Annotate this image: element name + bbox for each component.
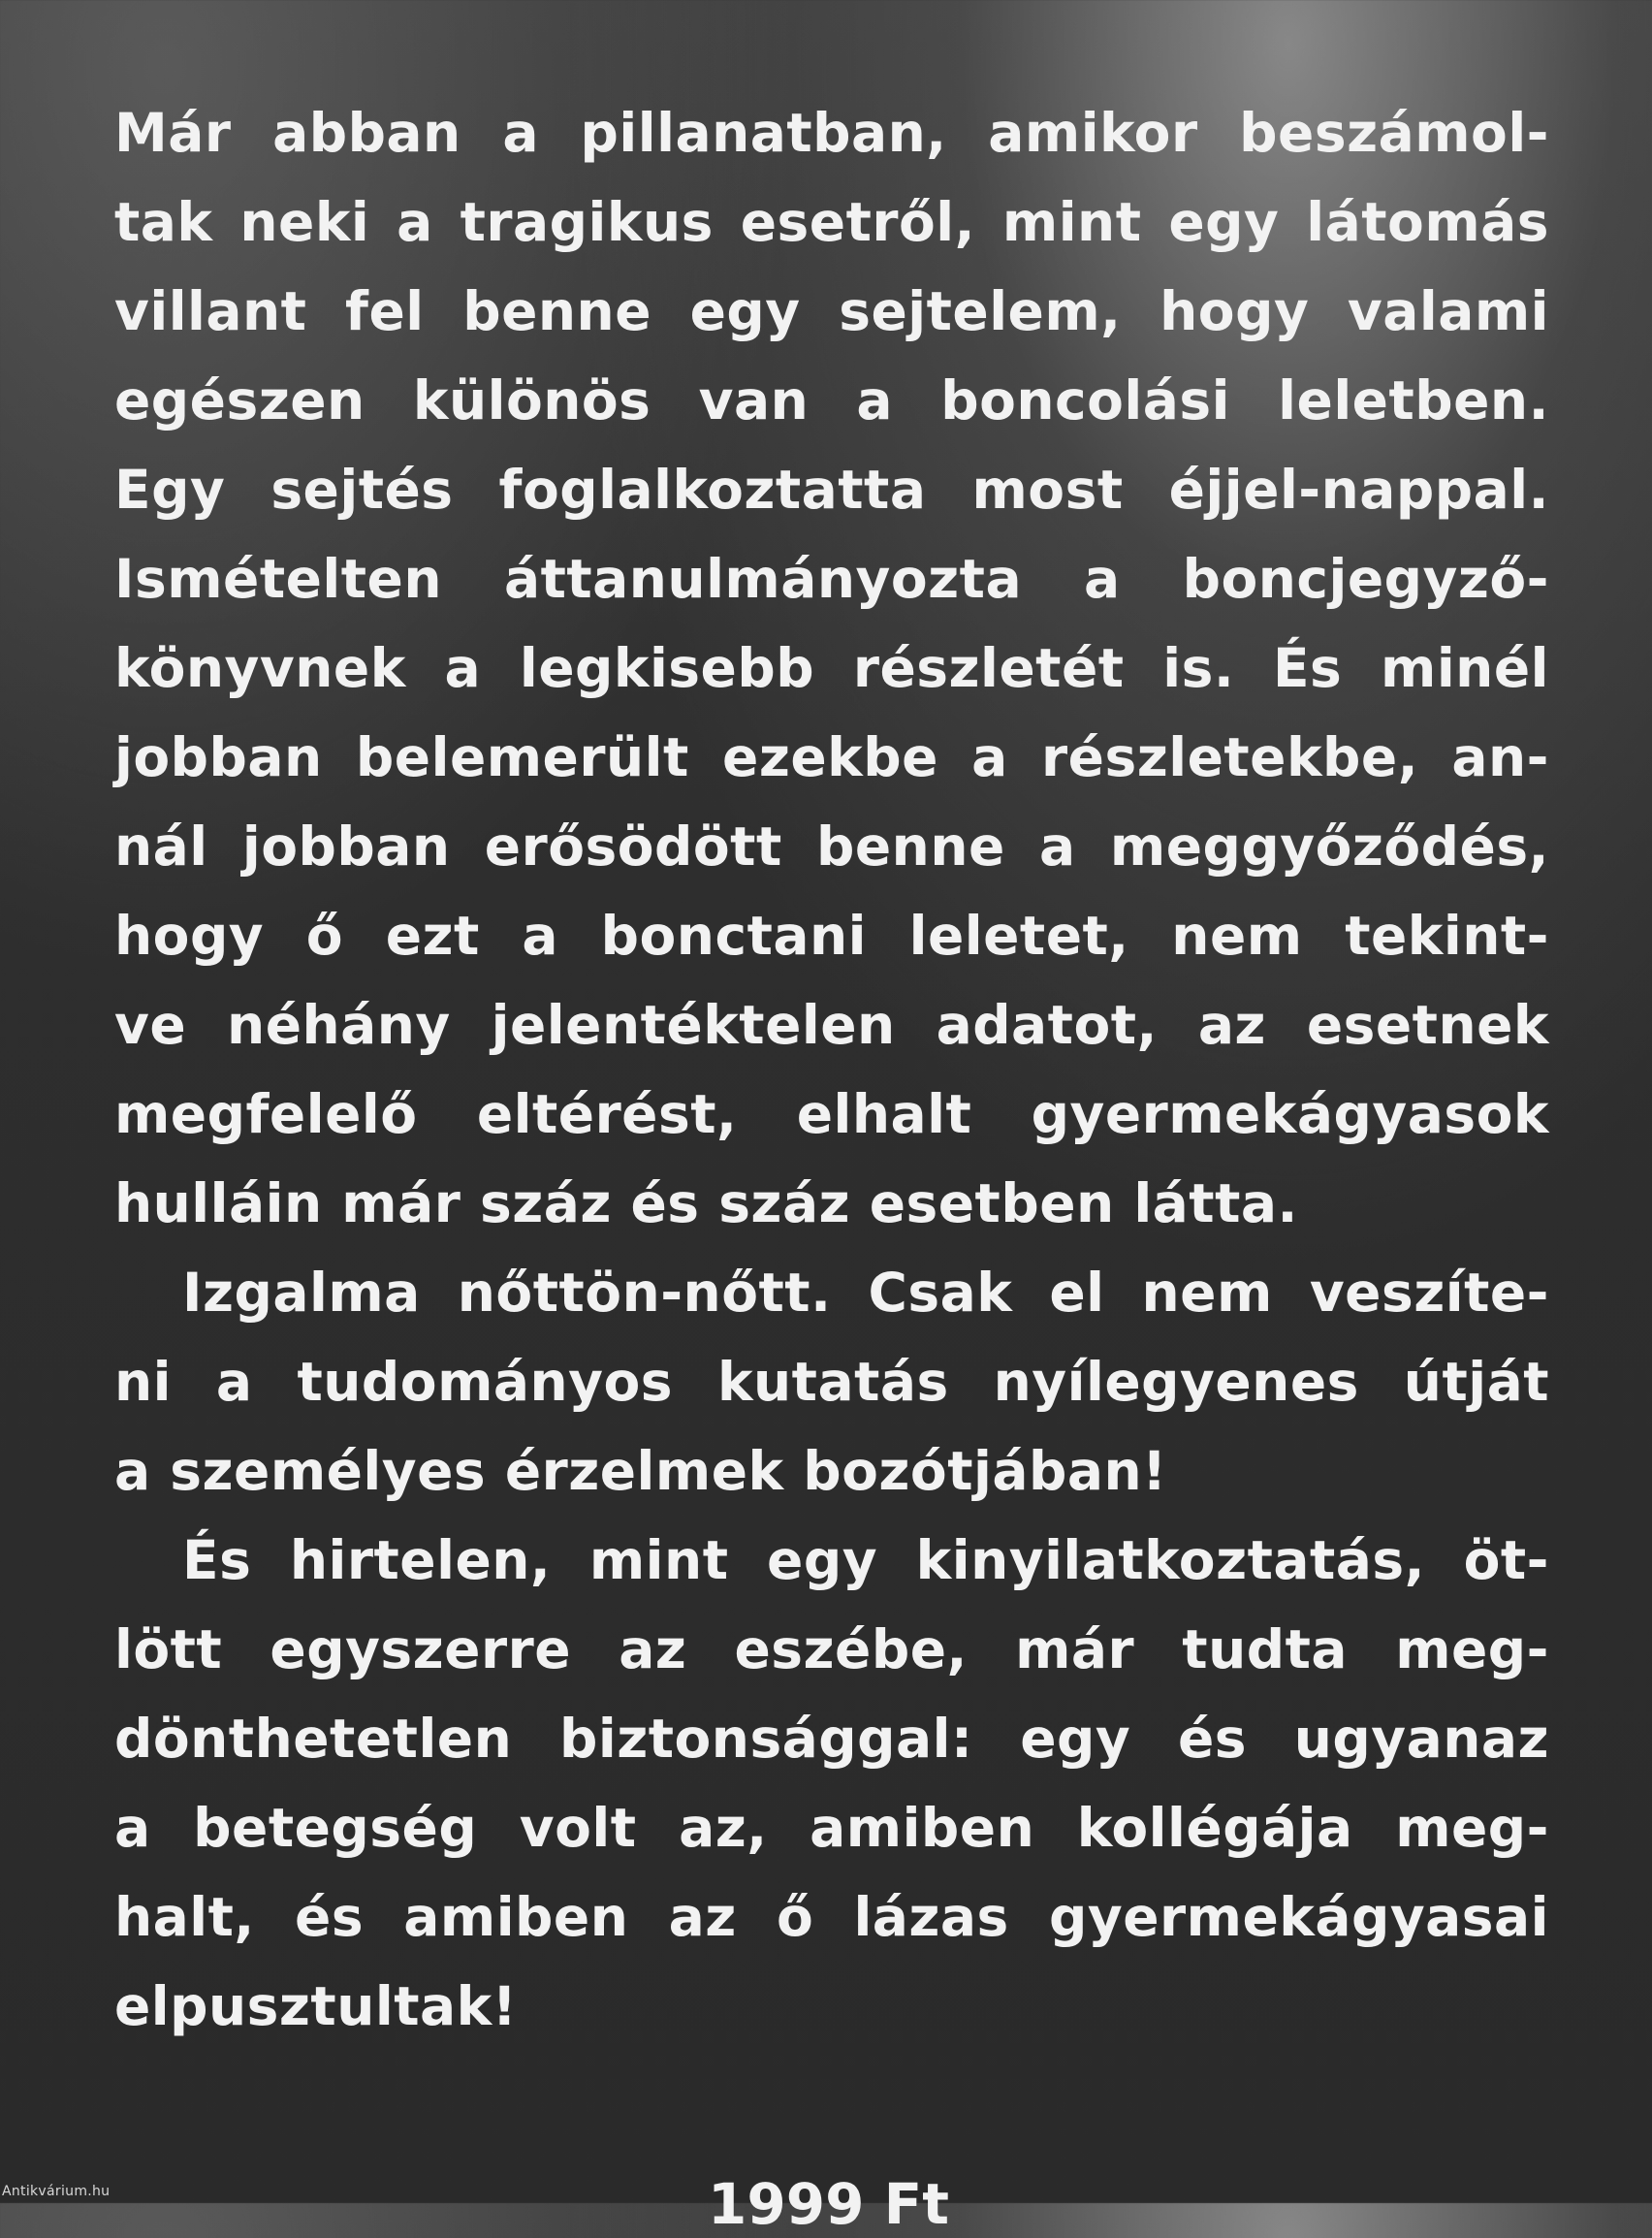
text-line: lött egyszerre az eszébe, már tudta meg- bbox=[114, 1618, 1549, 1680]
text-line: ni a tudományos kutatás nyílegyenes útját bbox=[114, 1351, 1549, 1413]
text-line: villant fel benne egy sejtelem, hogy valami bbox=[114, 280, 1549, 342]
price-label: 1999 Ft bbox=[708, 2171, 949, 2237]
text-line: Már abban a pillanatban, amikor beszámol- bbox=[114, 102, 1549, 164]
text-line: hogy ő ezt a bonctani leletet, nem tekint- bbox=[114, 905, 1549, 967]
text-line: megfelelő eltérést, elhalt gyermekágyasok bbox=[114, 1083, 1549, 1145]
text-line: Egy sejtés foglalkoztatta most éjjel-nappal. bbox=[114, 459, 1549, 521]
text-line: ve néhány jelentéktelen adatot, az esetnek bbox=[114, 994, 1549, 1056]
text-line: Izgalma nőttön-nőtt. Csak el nem veszíte- bbox=[182, 1262, 1549, 1324]
text-line: a személyes érzelmek bozótjában! bbox=[114, 1440, 1167, 1502]
text-line: hulláin már száz és száz esetben látta. bbox=[114, 1172, 1298, 1234]
watermark: Antikvárium.hu bbox=[2, 2184, 111, 2199]
text-line: És hirtelen, mint egy kinyilatkoztatás, öt- bbox=[182, 1529, 1549, 1591]
text-line: egészen különös van a boncolási leletben. bbox=[114, 369, 1549, 432]
text-line: tak neki a tragikus esetről, mint egy látomás bbox=[114, 191, 1549, 253]
text-line: halt, és amiben az ő lázas gyermekágyasai bbox=[114, 1886, 1549, 1948]
text-line: Ismételten áttanulmányozta a boncjegyző- bbox=[114, 548, 1549, 610]
text-line: elpusztultak! bbox=[114, 1975, 518, 2037]
text-line: jobban belemerült ezekbe a részletekbe, an- bbox=[114, 726, 1549, 788]
text-line: könyvnek a legkisebb részletét is. És minél bbox=[114, 637, 1549, 699]
text-line: dönthetetlen biztonsággal: egy és ugyanaz bbox=[114, 1708, 1549, 1770]
text-line: a betegség volt az, amiben kollégája meg- bbox=[114, 1797, 1549, 1859]
text-line: nál jobban erősödött benne a meggyőződés, bbox=[114, 815, 1549, 878]
